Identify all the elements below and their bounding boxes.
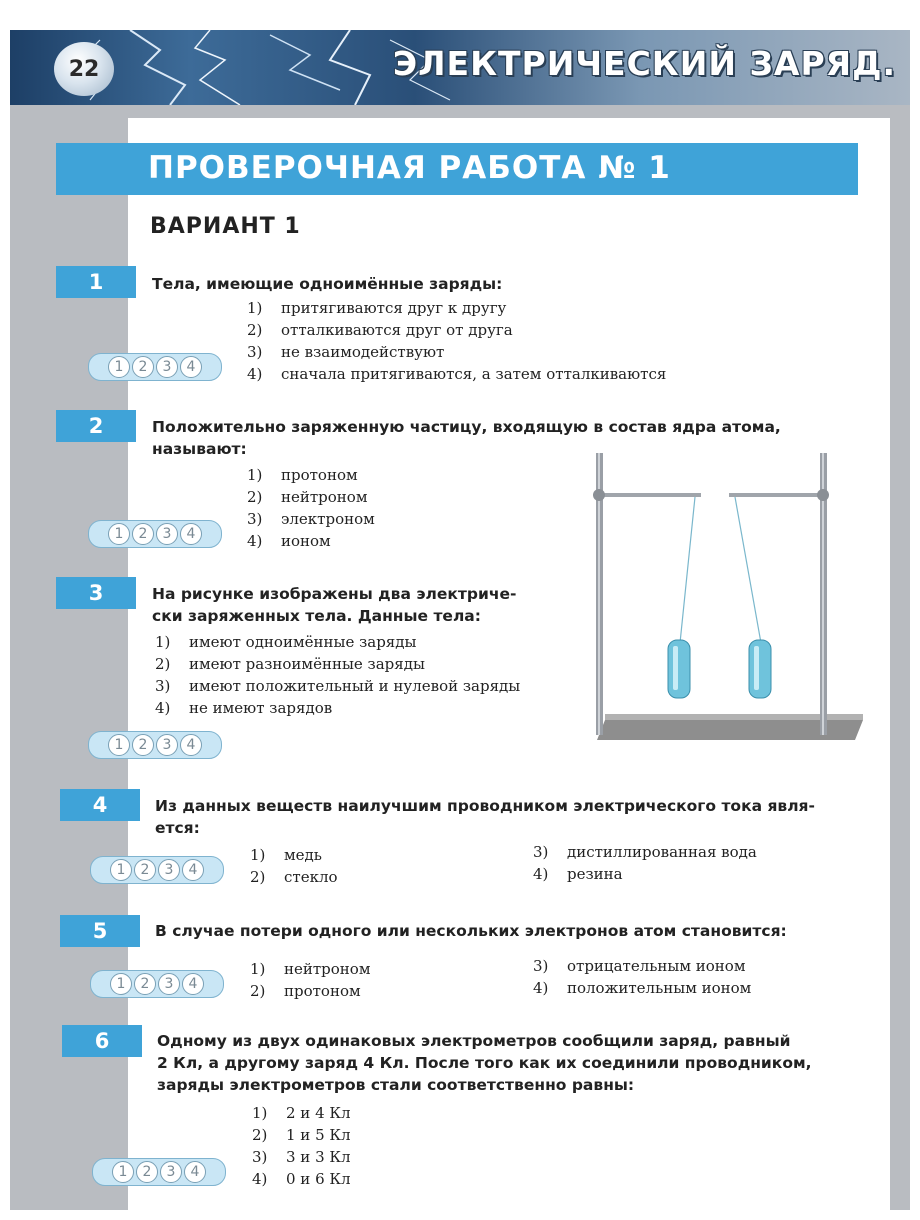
answer-bubble-1[interactable]: 1 <box>110 973 132 995</box>
q6-option-1: 1) 2 и 4 Кл <box>252 1104 351 1122</box>
q4-option-2: 2) стекло <box>250 868 338 886</box>
question-4-text-line2: ется: <box>155 819 200 837</box>
answer-bubbles-q4 <box>90 856 224 884</box>
answer-bubble-4[interactable]: 4 <box>182 859 204 881</box>
q1-option-1: 1) притягиваются друг к другу <box>247 299 507 317</box>
q3-option-1: 1) имеют одноимённые заряды <box>155 633 417 651</box>
answer-bubble-2[interactable]: 2 <box>132 523 154 545</box>
banner-title: ПРОВЕРОЧНАЯ РАБОТА № 1 <box>148 150 671 186</box>
answer-bubble-3[interactable]: 3 <box>156 356 178 378</box>
q5-option-1: 1) нейтроном <box>250 960 371 978</box>
question-number-1: 1 <box>56 266 136 298</box>
q6-option-2: 2) 1 и 5 Кл <box>252 1126 351 1144</box>
q1-option-3: 3) не взаимодействуют <box>247 343 445 361</box>
q6-option-3: 3) 3 и 3 Кл <box>252 1148 351 1166</box>
chapter-header <box>10 30 910 105</box>
question-number-4: 4 <box>60 789 140 821</box>
answer-bubble-4[interactable]: 4 <box>184 1161 206 1183</box>
answer-bubble-2[interactable]: 2 <box>132 356 154 378</box>
answer-bubble-1[interactable]: 1 <box>108 356 130 378</box>
question-3-text-line2: ски заряженных тела. Данные тела: <box>152 607 481 625</box>
q2-option-3: 3) электроном <box>247 510 375 528</box>
answer-bubble-4[interactable]: 4 <box>180 523 202 545</box>
q4-option-1: 1) медь <box>250 846 322 864</box>
answer-bubble-3[interactable]: 3 <box>156 523 178 545</box>
q5-option-2: 2) протоном <box>250 982 361 1000</box>
answer-bubble-1[interactable]: 1 <box>110 859 132 881</box>
question-6-text-line2: 2 Кл, а другому заряд 4 Кл. После того как их соединили проводником, <box>157 1054 812 1072</box>
answer-bubble-2[interactable]: 2 <box>136 1161 158 1183</box>
variant-heading: ВАРИАНТ 1 <box>150 214 301 239</box>
question-number-3: 3 <box>56 577 136 609</box>
answer-bubble-4[interactable]: 4 <box>180 356 202 378</box>
answer-bubbles-q1 <box>88 353 222 381</box>
page-number: 22 <box>54 42 114 96</box>
q2-option-4: 4) ионом <box>247 532 331 550</box>
answer-bubble-1[interactable]: 1 <box>112 1161 134 1183</box>
answer-bubble-2[interactable]: 2 <box>132 734 154 756</box>
question-5-text: В случае потери одного или нескольких электронов атом становится: <box>155 922 787 940</box>
q3-option-3: 3) имеют положительный и нулевой заряды <box>155 677 521 695</box>
answer-bubble-4[interactable]: 4 <box>180 734 202 756</box>
answer-bubble-1[interactable]: 1 <box>108 734 130 756</box>
answer-bubble-2[interactable]: 2 <box>134 859 156 881</box>
charged-pendulums-figure <box>555 448 865 778</box>
answer-bubbles-q3 <box>88 731 222 759</box>
question-number-5: 5 <box>60 915 140 947</box>
question-4-text-line1: Из данных веществ наилучшим проводником электрического тока явля- <box>155 797 815 815</box>
q4-option-3: 3) дистиллированная вода <box>533 843 757 861</box>
question-number-2: 2 <box>56 410 136 442</box>
q3-option-4: 4) не имеют зарядов <box>155 699 333 717</box>
q2-option-1: 1) протоном <box>247 466 358 484</box>
question-6-text-line3: заряды электрометров стали соответственно равны: <box>157 1076 635 1094</box>
answer-bubble-3[interactable]: 3 <box>158 973 180 995</box>
q2-option-2: 2) нейтроном <box>247 488 368 506</box>
answer-bubble-3[interactable]: 3 <box>156 734 178 756</box>
chapter-title: ЭЛЕКТРИЧЕСКИЙ ЗАРЯД. <box>392 44 896 83</box>
question-1-text: Тела, имеющие одноимённые заряды: <box>152 275 503 293</box>
answer-bubble-4[interactable]: 4 <box>182 973 204 995</box>
q1-option-4: 4) сначала притягиваются, а затем отталкиваются <box>247 365 667 383</box>
question-2-text-line1: Положительно заряженную частицу, входящую в состав ядра атома, <box>152 418 781 436</box>
answer-bubble-3[interactable]: 3 <box>158 859 180 881</box>
q5-option-4: 4) положительным ионом <box>533 979 752 997</box>
answer-bubble-2[interactable]: 2 <box>134 973 156 995</box>
question-number-6: 6 <box>62 1025 142 1057</box>
question-3-text-line1: На рисунке изображены два электриче- <box>152 585 517 603</box>
q4-option-4: 4) резина <box>533 865 623 883</box>
q5-option-3: 3) отрицательным ионом <box>533 957 746 975</box>
answer-bubbles-q2 <box>88 520 222 548</box>
answer-bubble-1[interactable]: 1 <box>108 523 130 545</box>
q3-option-2: 2) имеют разноимённые заряды <box>155 655 425 673</box>
answer-bubbles-q5 <box>90 970 224 998</box>
question-2-text-line2: называют: <box>152 440 247 458</box>
q1-option-2: 2) отталкиваются друг от друга <box>247 321 513 339</box>
question-6-text-line1: Одному из двух одинаковых электрометров сообщили заряд, равный <box>157 1032 791 1050</box>
title-banner <box>56 143 858 195</box>
q6-option-4: 4) 0 и 6 Кл <box>252 1170 351 1188</box>
answer-bubbles-q6 <box>92 1158 226 1186</box>
answer-bubble-3[interactable]: 3 <box>160 1161 182 1183</box>
